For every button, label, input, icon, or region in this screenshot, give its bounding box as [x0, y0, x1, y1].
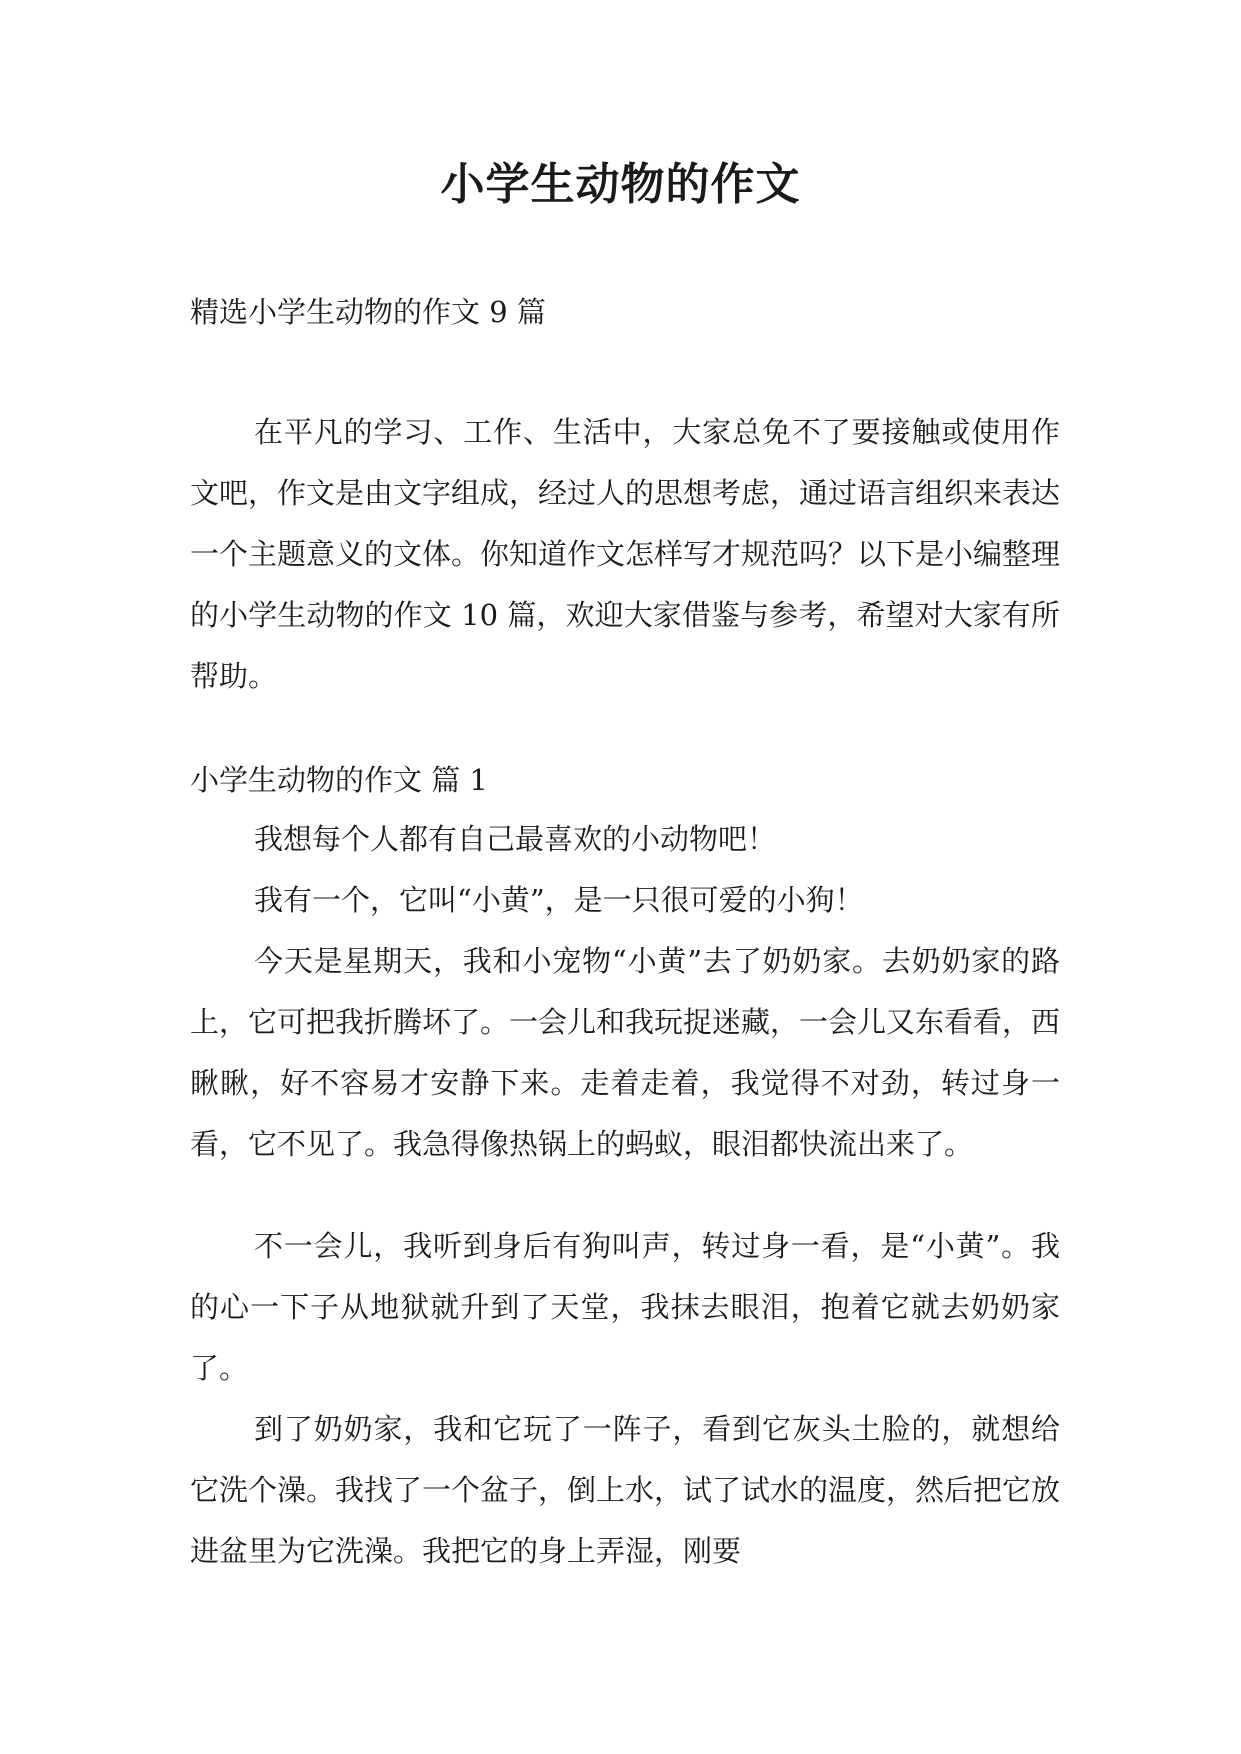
body-paragraph: 我想每个人都有自己最喜欢的小动物吧！	[254, 822, 777, 856]
body-paragraph: 到了奶奶家，我和它玩了一阵子，看到它灰头土脸的，就想给它洗个澡。我找了一个盆子，倒上水，试了试水的温度，然后把它放进盆里为它洗澡。我把它的身上弄湿，刚要	[190, 1412, 1061, 1568]
body-paragraph: 我有一个，它叫“小黄”，是一只很可爱的小狗！	[254, 883, 864, 917]
document-title: 小学生动物的作文	[440, 159, 801, 210]
section-heading: 小学生动物的作文 篇 1	[190, 763, 488, 797]
document-subtitle: 精选小学生动物的作文 9 篇	[190, 295, 546, 329]
body-paragraph: 不一会儿，我听到身后有狗叫声，转过身一看，是“小黄”。我的心一下子从地狱就升到了天堂，我抹去眼泪，抱着它就去奶奶家了。	[190, 1229, 1060, 1385]
body-paragraph: 今天是星期天，我和小宠物“小黄”去了奶奶家。去奶奶家的路上，它可把我折腾坏了。一会儿和我玩捉迷藏，一会儿又东看看，西瞅瞅，好不容易才安静下来。走着走着，我觉得不对劲，转过身一看，它不见了。我急得像热锅上的蚂蚁，眼泪都快流出来了。	[190, 944, 1061, 1161]
intro-paragraph: 在平凡的学习、工作、生活中，大家总免不了要接触或使用作文吧，作文是由文字组成，经过人的思想考虑，通过语言组织来表达一个主题意义的文体。你知道作文怎样写才规范吗？以下是小编整理的小学生动物的作文 10 篇，欢迎大家借鉴与参考，希望对大家有所帮助。	[190, 415, 1061, 693]
